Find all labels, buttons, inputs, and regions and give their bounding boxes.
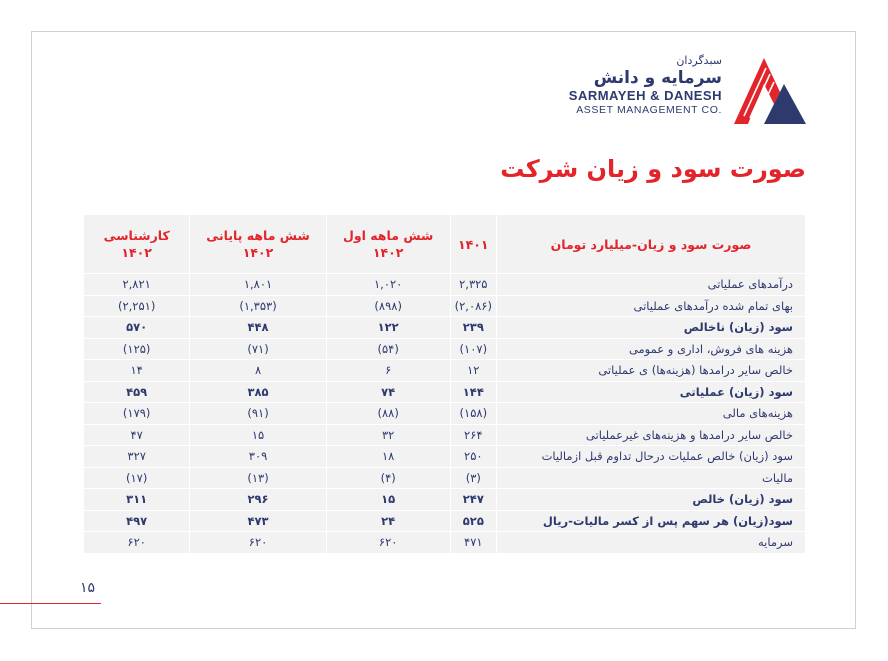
cell-value: ۳۰۹ [190,446,326,468]
row-label: بهای تمام شده درآمدهای عملیاتی [497,295,806,317]
cell-value: ۵۷۰ [84,317,190,339]
cell-value: ۱۴۴ [450,381,496,403]
cell-value: ۱۵ [190,424,326,446]
row-label: مالیات [497,467,806,489]
cell-value: ۶۲۰ [326,532,450,554]
table-body [84,274,806,554]
cell-value: (۲,۰۸۶) [450,295,496,317]
cell-value: ۶۲۰ [84,532,190,554]
logo-fa-small: سبدگردان [676,54,722,67]
cell-value: ۱۵ [326,489,450,511]
cell-value: ۳۲ [326,424,450,446]
cell-value: ۸ [190,360,326,382]
cell-value: ۳۸۵ [190,381,326,403]
cell-value: ۵۲۵ [450,510,496,532]
cell-value: (۲,۲۵۱) [84,295,190,317]
cell-value: ۱,۰۲۰ [326,274,450,296]
page-number-underline [0,603,101,604]
row-label: خالص سایر درامدها (هزینه‌ها) ی عملیاتی [497,360,806,382]
cell-value: ۱۲ [450,360,496,382]
cell-value: ۲۹۶ [190,489,326,511]
table-row [84,510,806,532]
income-statement-table [83,214,806,554]
logo-text [569,54,722,117]
cell-value: (۸۸) [326,403,450,425]
cell-value: (۴) [326,467,450,489]
logo-en-name: SARMAYEH & DANESH [568,88,722,103]
cell-value: (۵۴) [326,338,450,360]
cell-value: (۷۱) [190,338,326,360]
table-row [84,424,806,446]
cell-value: ۱۸ [326,446,450,468]
row-label: سود (زیان) ناخالص [497,317,806,339]
header-h1-1402: شش ماهه اول ۱۴۰۲ [326,215,450,274]
cell-value: ۴۷ [84,424,190,446]
row-label: خالص سایر درامدها و هزینه‌های غیرعملیاتی [497,424,806,446]
cell-value: (۸۹۸) [326,295,450,317]
cell-value: ۲۴ [326,510,450,532]
page-title: صورت سود و زیان شرکت [500,155,806,183]
cell-value: (۱۷۹) [84,403,190,425]
cell-value: ۱۲۲ [326,317,450,339]
table-row [84,467,806,489]
table-row [84,403,806,425]
logo-mark-icon [734,56,806,124]
company-logo [546,54,806,126]
table-row [84,338,806,360]
table-row [84,446,806,468]
cell-value: (۱۰۷) [450,338,496,360]
cell-value: ۴۷۳ [190,510,326,532]
table-row [84,489,806,511]
table-row [84,317,806,339]
cell-value: ۱,۸۰۱ [190,274,326,296]
row-label: سرمایه [497,532,806,554]
table-row [84,274,806,296]
header-estimate-1402: کارشناسی ۱۴۰۲ [84,215,190,274]
cell-value: ۲۳۹ [450,317,496,339]
cell-value: (۳) [450,467,496,489]
cell-value: ۳۱۱ [84,489,190,511]
cell-value: ۴۴۸ [190,317,326,339]
row-label: سود (زیان) عملیاتی [497,381,806,403]
header-h2-1402: شش ماهه پایانی ۱۴۰۲ [190,215,326,274]
header-1401: ۱۴۰۱ [450,215,496,274]
cell-value: (۱۷) [84,467,190,489]
cell-value: ۲,۳۲۵ [450,274,496,296]
row-label: هزینه های فروش، اداری و عمومی [497,338,806,360]
cell-value: ۲۵۰ [450,446,496,468]
cell-value: (۱۲۵) [84,338,190,360]
cell-value: (۱۵۸) [450,403,496,425]
row-label: سود(زیان) هر سهم پس از کسر مالیات-ریال [497,510,806,532]
cell-value: ۲۴۷ [450,489,496,511]
cell-value: ۲,۸۲۱ [84,274,190,296]
table-row [84,295,806,317]
cell-value: ۲۶۴ [450,424,496,446]
table-header-row [84,215,806,274]
header-desc: صورت سود و زیان-میلیارد تومان [497,215,806,274]
cell-value: ۴۷۱ [450,532,496,554]
cell-value: ۴۵۹ [84,381,190,403]
logo-fa-name: سرمایه و دانش [593,68,722,88]
cell-value: ۷۴ [326,381,450,403]
row-label: درآمدهای عملیاتی [497,274,806,296]
table-row [84,532,806,554]
cell-value: ۶ [326,360,450,382]
logo-en-sub: ASSET MANAGEMENT CO. [576,104,722,116]
table-row [84,381,806,403]
cell-value: (۱,۳۵۳) [190,295,326,317]
cell-value: ۳۲۷ [84,446,190,468]
page-number: ۱۵ [80,580,96,596]
table-row [84,360,806,382]
cell-value: ۱۴ [84,360,190,382]
cell-value: ۴۹۷ [84,510,190,532]
row-label: سود (زیان) خالص عملیات درحال تداوم قبل ازمالیات [497,446,806,468]
cell-value: (۱۳) [190,467,326,489]
cell-value: ۶۲۰ [190,532,326,554]
row-label: هزینه‌های مالی [497,403,806,425]
cell-value: (۹۱) [190,403,326,425]
row-label: سود (زیان) خالص [497,489,806,511]
